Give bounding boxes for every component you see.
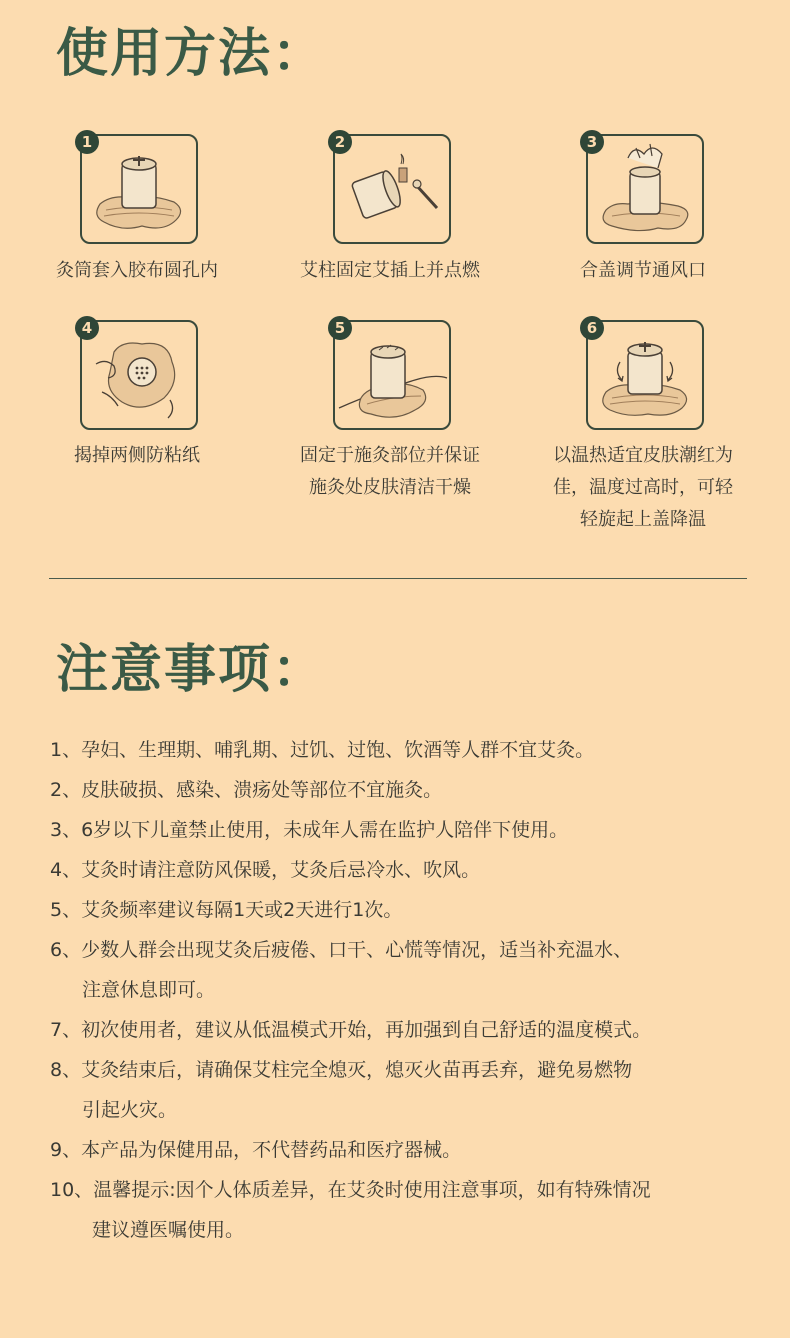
step-1-illustration bbox=[80, 134, 198, 244]
step-3-badge: 3 bbox=[580, 130, 604, 154]
apply-to-skin-icon bbox=[335, 322, 449, 428]
notes-list bbox=[50, 730, 760, 1250]
note-item-6: 6、少数人群会出现艾灸后疲倦、口干、心慌等情况，适当补充温水、 注意休息即可。 bbox=[50, 939, 633, 1001]
close-lid-icon bbox=[588, 136, 702, 242]
moxa-stick-lighter-icon bbox=[335, 136, 449, 242]
step-5-badge: 5 bbox=[328, 316, 352, 340]
note-item-10: 10、温馨提示:因个人体质差异，在艾灸时使用注意事项，如有特殊情况 建议遵医嘱使用。 bbox=[50, 1179, 651, 1241]
notes-title: 注意事项： bbox=[56, 640, 327, 700]
section-divider bbox=[49, 578, 747, 579]
rotate-lid-icon bbox=[588, 322, 702, 428]
step-2-caption: 艾柱固定艾插上并点燃 bbox=[300, 260, 480, 281]
step-3-caption: 合盖调节通风口 bbox=[580, 260, 706, 281]
peel-paper-icon bbox=[82, 322, 196, 428]
note-item-8: 8、艾灸结束后，请确保艾柱完全熄灭，熄灭火苗再丢弃，避免易燃物 引起火灾。 bbox=[50, 1059, 633, 1121]
note-item-4: 4、艾灸时请注意防风保暖，艾灸后忌冷水、吹风。 bbox=[50, 859, 481, 881]
step-4-caption: 揭掉两侧防粘纸 bbox=[74, 445, 200, 466]
step-4-illustration bbox=[80, 320, 198, 430]
cup-on-pad-icon bbox=[82, 136, 196, 242]
step-6-caption: 以温热适宜皮肤潮红为 佳，温度过高时，可轻 轻旋起上盖降温 bbox=[553, 445, 733, 530]
step-2-badge: 2 bbox=[328, 130, 352, 154]
step-3-illustration bbox=[586, 134, 704, 244]
step-5-illustration bbox=[333, 320, 451, 430]
step-5-caption: 固定于施灸部位并保证 施灸处皮肤清洁干燥 bbox=[300, 445, 480, 498]
step-1-badge: 1 bbox=[75, 130, 99, 154]
note-item-3: 3、6岁以下儿童禁止使用，未成年人需在监护人陪伴下使用。 bbox=[50, 819, 569, 841]
step-1-caption: 灸筒套入胶布圆孔内 bbox=[56, 260, 218, 281]
usage-title: 使用方法： bbox=[56, 24, 327, 84]
step-6-badge: 6 bbox=[580, 316, 604, 340]
note-item-1: 1、孕妇、生理期、哺乳期、过饥、过饱、饮酒等人群不宜艾灸。 bbox=[50, 739, 595, 761]
note-item-7: 7、初次使用者，建议从低温模式开始，再加强到自己舒适的温度模式。 bbox=[50, 1019, 652, 1041]
step-2-illustration bbox=[333, 134, 451, 244]
note-item-5: 5、艾灸频率建议每隔1天或2天进行1次。 bbox=[50, 899, 403, 921]
note-item-9: 9、本产品为保健用品，不代替药品和医疗器械。 bbox=[50, 1139, 462, 1161]
note-item-2: 2、皮肤破损、感染、溃疡处等部位不宜施灸。 bbox=[50, 779, 443, 801]
step-6-illustration bbox=[586, 320, 704, 430]
step-4-badge: 4 bbox=[75, 316, 99, 340]
